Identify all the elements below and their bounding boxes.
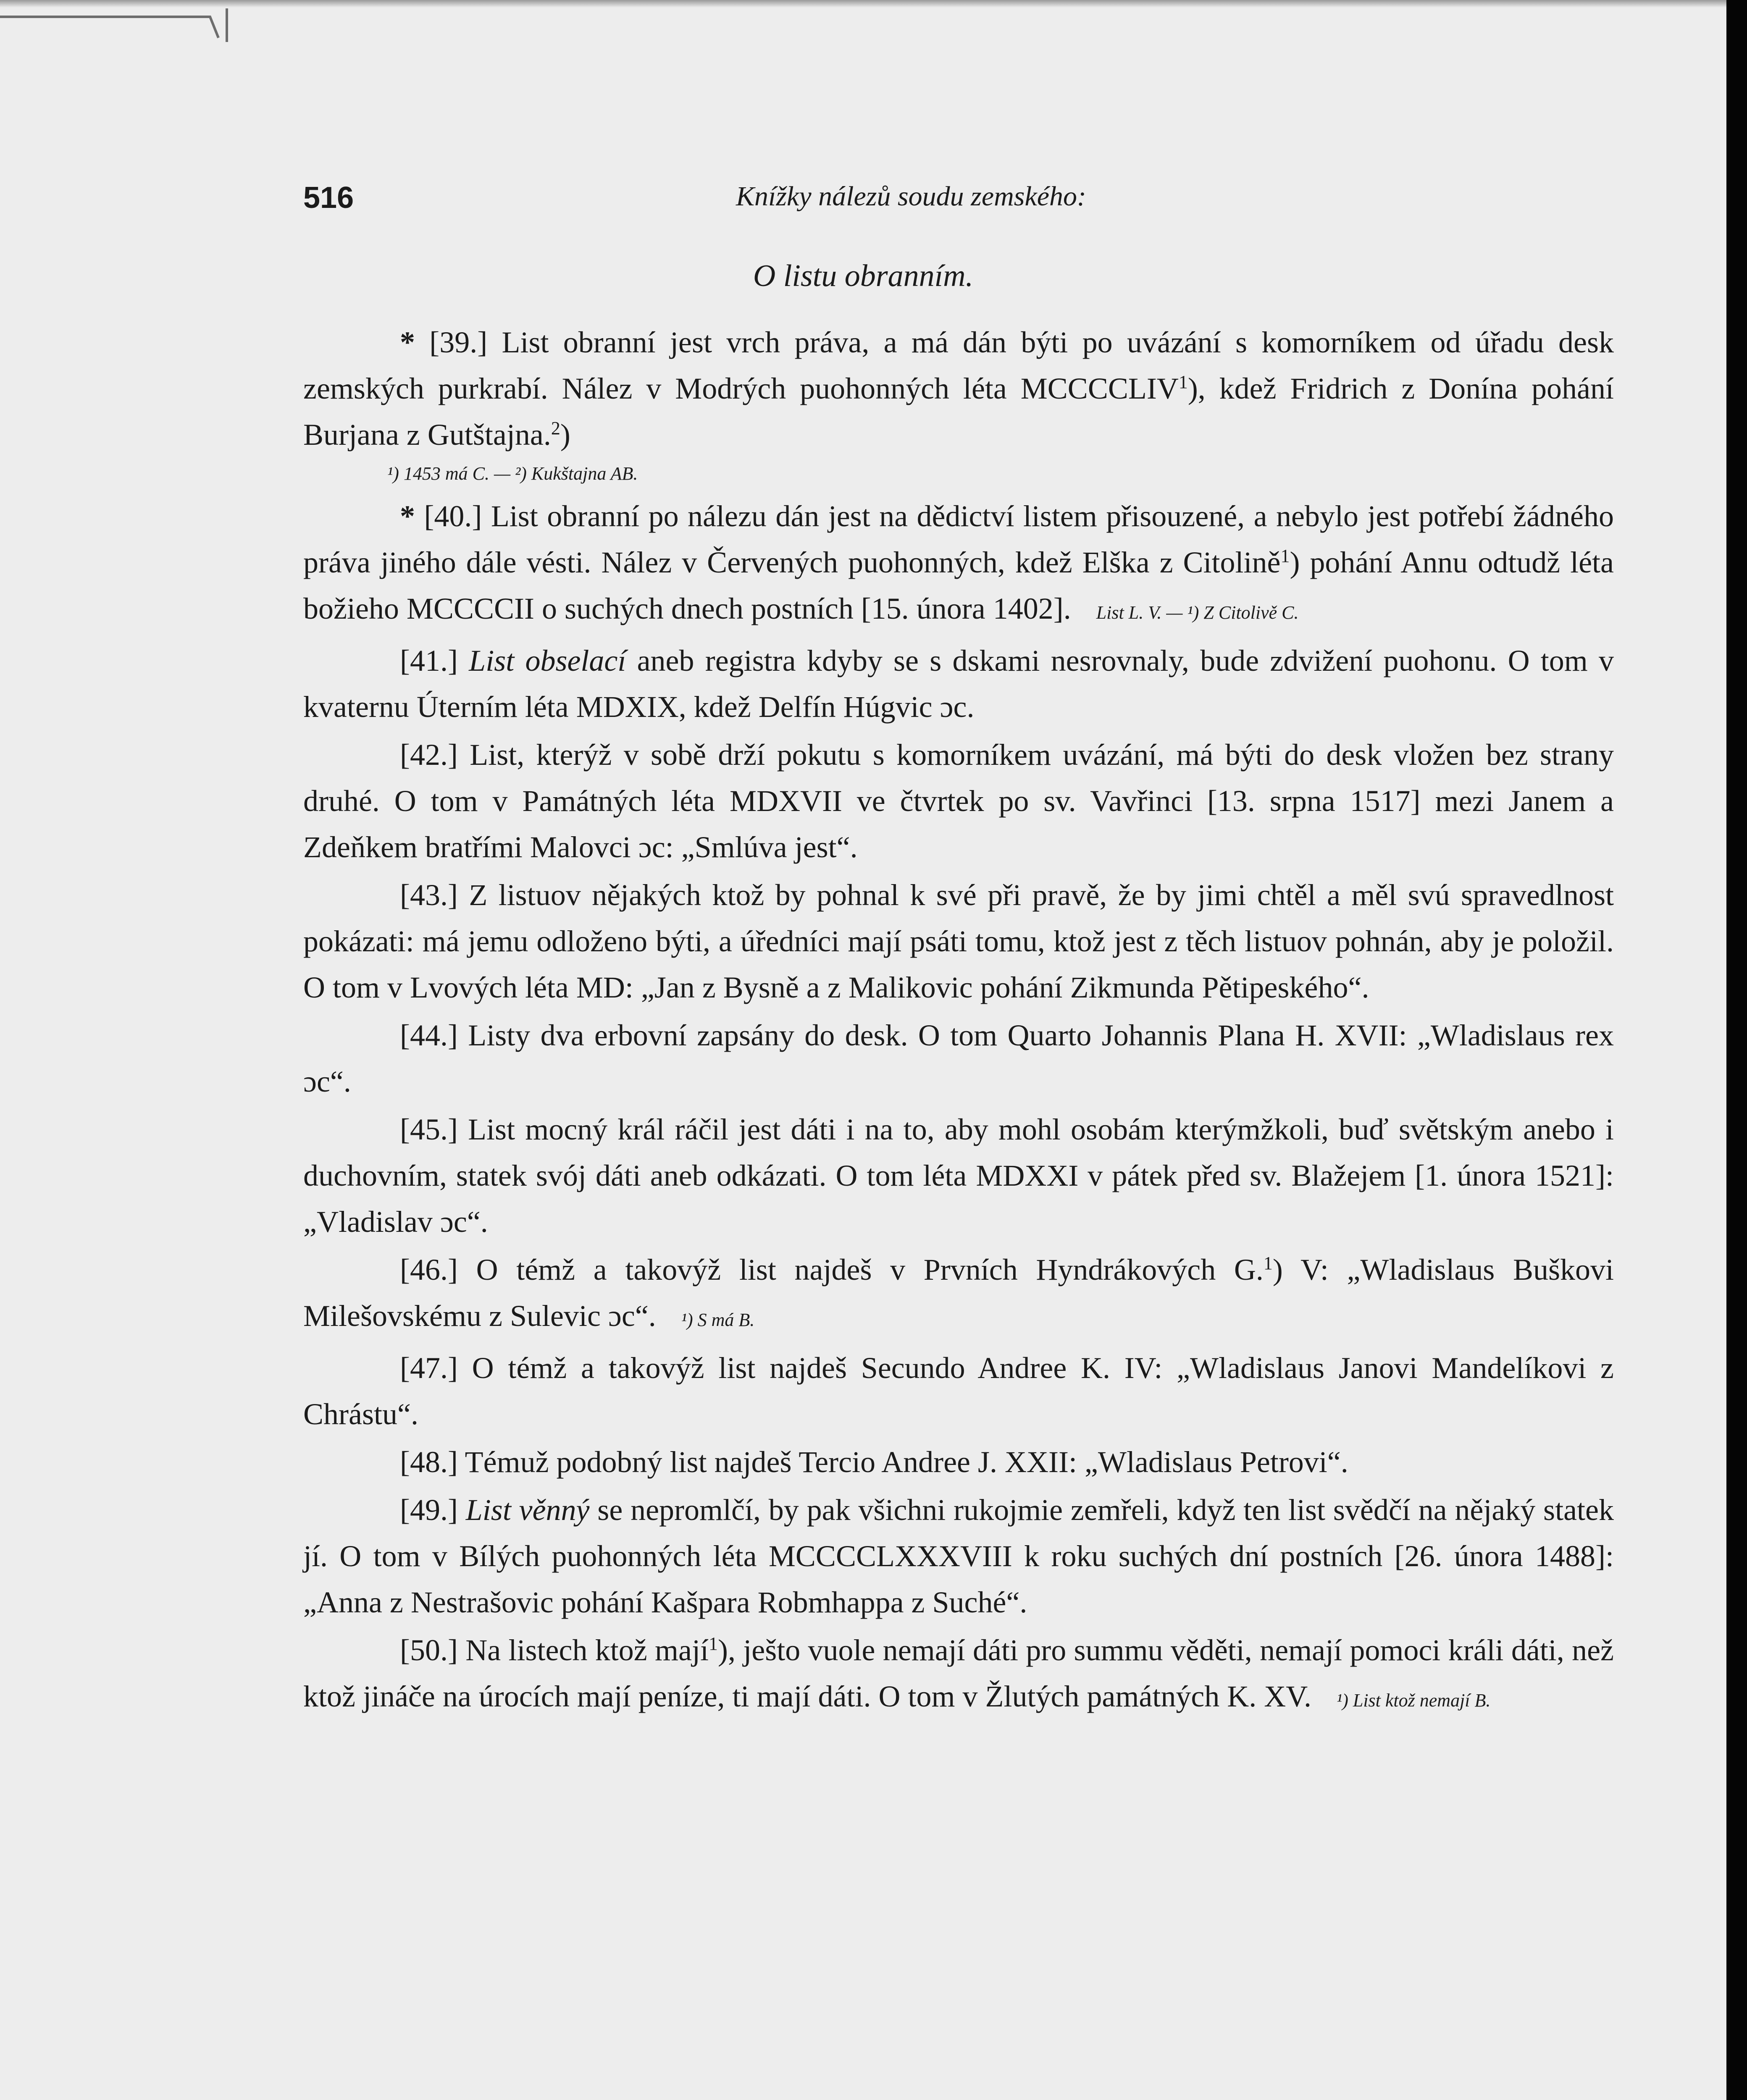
paragraph-text: Na listech ktož mají	[457, 1633, 709, 1667]
paragraph-text: Témuž podobný list najdeš Tercio Andree J. XXII: „Wladislaus Petrovi“.	[457, 1445, 1348, 1479]
paragraph-number: [39.]	[429, 326, 488, 359]
paragraph-number: [41.]	[400, 644, 458, 677]
paragraph-46	[303, 1247, 1614, 1343]
paragraph-text: )	[560, 418, 570, 452]
running-title: Knížky nálezů soudu zemského:	[736, 181, 1087, 212]
paragraph-number: [48.]	[400, 1445, 458, 1479]
paragraph-number: [42.]	[400, 738, 458, 772]
footnote: ¹) List ktož nemají B.	[1337, 1690, 1491, 1711]
paragraph-number: [44.]	[400, 1018, 458, 1052]
paragraph-39	[303, 319, 1614, 458]
paragraph-text: List obranní po nálezu dán jest na dědictví listem přisouzené, a nebylo jest potřebí žádného práva jiného dále vésti. Nález v Červených puohonných, kdež Elška z Citolině	[303, 499, 1614, 579]
paragraph-number: [45.]	[400, 1113, 458, 1146]
paragraph-text: ) V: „Wladislaus Buškovi Milešovskému z Sulevic ɔc“.	[303, 1253, 1614, 1333]
paragraph-number: [46.]	[400, 1253, 458, 1286]
scan-corner-mark	[0, 0, 235, 46]
paragraph-text: aneb registra kdyby se s dskami nesrovnaly, bude zdvižení puohonu. O tom v kvaternu Úterním léta MDXIX, kdež Delfín Húgvic ɔc.	[303, 644, 1614, 724]
paragraph-text: O témž a takovýž list najdeš v Prvních Hyndrákových G.	[457, 1253, 1264, 1286]
paragraph-text: Listy dva erbovní zapsány do desk. O tom Quarto Johannis Plana H. XVII: „Wladislaus rex ɔc“.	[303, 1018, 1614, 1098]
footnote-ref: 1	[1280, 546, 1290, 566]
section-title: O listu obranním.	[753, 259, 974, 293]
page-number: 516	[303, 181, 354, 215]
emphasized-term: List obselací	[457, 644, 626, 677]
paragraph-48	[303, 1439, 1614, 1485]
paragraph-50	[303, 1627, 1614, 1724]
paragraph-47	[303, 1345, 1614, 1437]
paragraph-41	[303, 638, 1614, 730]
footnote: List L. V. — ¹) Z Citolivě C.	[1096, 602, 1299, 623]
paragraph-45	[303, 1106, 1614, 1245]
paragraph-number: [49.]	[400, 1493, 458, 1527]
footnote-ref: 1	[708, 1633, 718, 1654]
paragraph-number: [40.]	[424, 499, 482, 533]
footnote-ref: 1	[1178, 372, 1188, 392]
document-body	[303, 319, 1614, 1725]
footnote-ref: 2	[551, 418, 560, 438]
paragraph-text: Z listuov nějakých ktož by pohnal k své při pravě, že by jimi chtěl a měl svú spravedlnost pokázati: má jemu odloženo býti, a úředníci mají psáti tomu, ktož jest z těch listuov pohnán, aby je položil. O tom v Lvových léta MD: „Jan z Bysně a z Malikovic pohání Zikmunda Pětipeského“.	[303, 878, 1614, 1004]
paragraph-text: List, kterýž v sobě drží pokutu s komorníkem uvázání, má býti do desk vložen bez strany druhé. O tom v Památných léta MDXVII ve čtvrtek po sv. Vavřinci [13. srpna 1517] mezi Janem a Zdeňkem bratřími Malovci ɔc: „Smlúva jest“.	[303, 738, 1614, 864]
footnote: ¹) S má B.	[681, 1310, 755, 1330]
scan-border-right	[1726, 0, 1747, 2100]
paragraph-text: ), kdež Fridrich z Donína pohání Burjana z Gutštajna.	[303, 372, 1614, 452]
paragraph-49	[303, 1487, 1614, 1625]
paragraph-text: List obranní jest vrch práva, a má dán býti po uvázání s komorníkem od úřadu desk zemských purkrabí. Nález v Modrých puohonných léta MCCCCLIV	[303, 326, 1614, 405]
running-header	[303, 181, 1185, 223]
footnote: ¹) 1453 má C. — ²) Kukštajna AB.	[387, 463, 638, 484]
paragraph-text: List mocný král ráčil jest dáti i na to, aby mohl osobám kterýmžkoli, buď světským anebo i duchovním, statek svój dáti aneb odkázati. O tom léta MDXXI v pátek před sv. Blažejem [1. února 1521]: „Vladislav ɔc“.	[303, 1113, 1614, 1239]
footnote-ref: 1	[1263, 1253, 1273, 1273]
page-top-edge	[0, 0, 1726, 8]
paragraph-40	[303, 493, 1614, 636]
paragraph-44	[303, 1012, 1614, 1105]
paragraph-text: ), ješto vuole nemají dáti pro summu věděti, nemají pomoci králi dáti, než ktož jináče na úrocích mají peníze, ti mají dáti. O tom v Žlutých památných K. XV.	[303, 1633, 1614, 1713]
paragraph-text: O témž a takovýž list najdeš Secundo Andree K. IV: „Wladislaus Janovi Mandelíkovi z Chrástu“.	[303, 1351, 1614, 1431]
paragraph-43	[303, 872, 1614, 1011]
paragraph-42	[303, 732, 1614, 870]
paragraph-text: se nepromlčí, by pak všichni rukojmie zemřeli, když ten list svědčí na nějaký statek jí. O tom v Bílých puohonných léta MCCCCLXXXVIII k roku suchých dní postních [26. února 1488]: „Anna z Nestrašovic pohání Kašpara Robmhappa z Suché“.	[303, 1493, 1614, 1619]
asterisk-marker: *	[400, 326, 415, 359]
asterisk-marker: *	[400, 499, 415, 533]
emphasized-term: List věnný	[457, 1493, 590, 1527]
paragraph-text: ) pohání Annu odtudž léta božieho MCCCCII o suchých dnech postních [15. února 1402].	[303, 546, 1614, 625]
paragraph-number: [47.]	[400, 1351, 458, 1385]
paragraph-number: [43.]	[400, 878, 458, 912]
paragraph-number: [50.]	[400, 1633, 458, 1667]
